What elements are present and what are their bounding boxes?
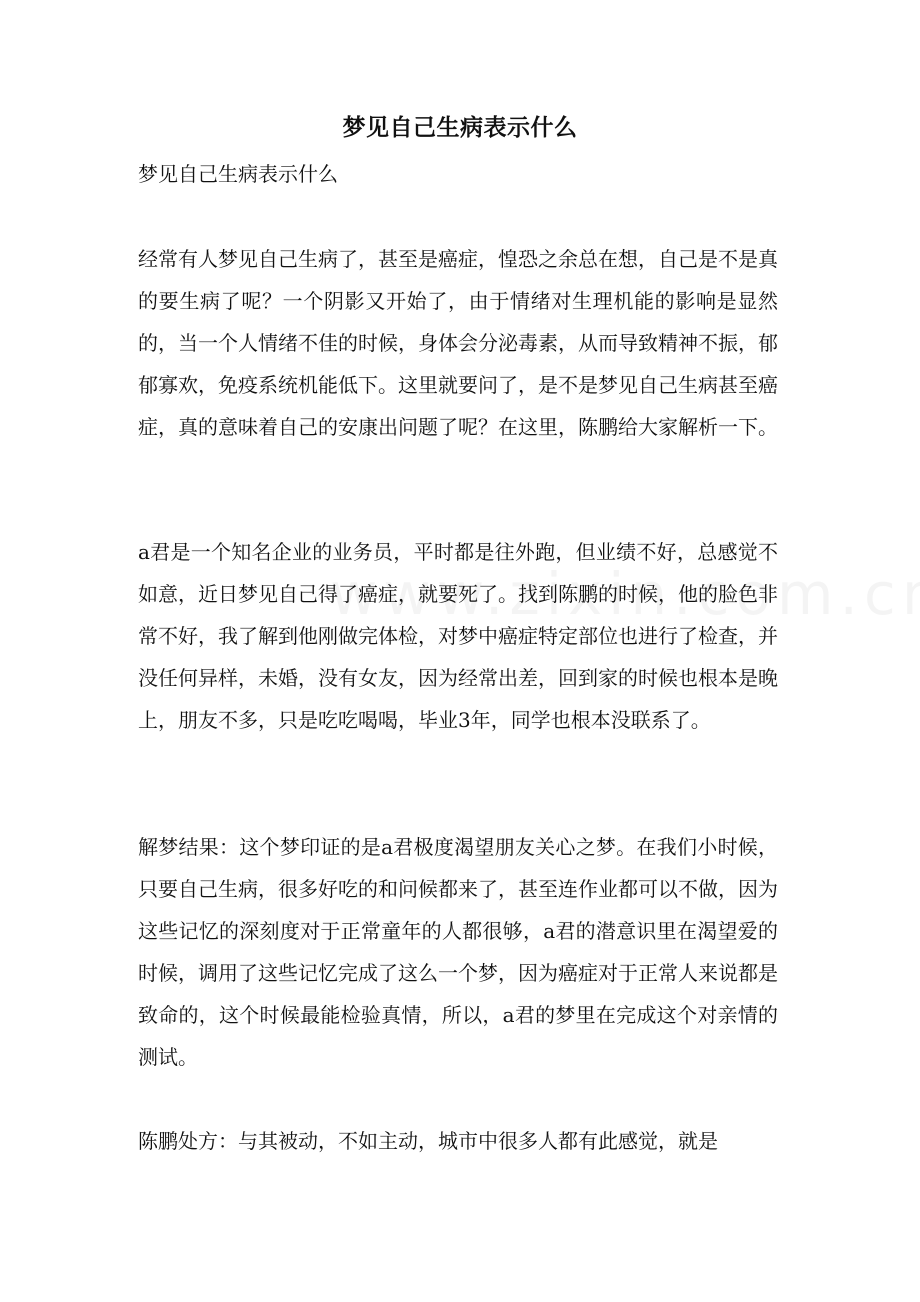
page-subtitle: 梦见自己生病表示什么	[138, 162, 338, 186]
page-title: 梦见自己生病表示什么	[342, 114, 578, 141]
body-paragraph: a君是一个知名企业的业务员，平时都是往外跑，但业绩不好，总感觉不如意，近日梦见自己得了癌症，就要死了。找到陈鹏的时候，他的脸色非常不好，我了解到他刚做完体检，对梦中癌症特定部位也进行了检查，并没任何异样，未婚，没有女友，因为经常出差，回到家的时候也根本是晚上，朋友不多，只是吃吃喝喝，毕业3年，同学也根本没联系了。	[138, 540, 778, 732]
body-paragraph: 解梦结果：这个梦印证的是a君极度渴望朋友关心之梦。在我们小时候，只要自己生病，很多好吃的和问候都来了，甚至连作业都可以不做，因为这些记忆的深刻度对于正常童年的人都很够，a君的潜意识里在渴望爱的时候，调用了这些记忆完成了这么一个梦，因为癌症对于正常人来说都是致命的，这个时候最能检验真情，所以，a君的梦里在完成这个对亲情的测试。	[138, 835, 778, 1069]
body-paragraph: 经常有人梦见自己生病了，甚至是癌症，惶恐之余总在想，自己是不是真的要生病了呢？一个阴影又开始了，由于情绪对生理机能的影响是显然的，当一个人情绪不佳的时候，身体会分泌毒素，从而导致精神不振，郁郁寡欢，免疫系统机能低下。这里就要问了，是不是梦见自己生病甚至癌症，真的意味着自己的安康出问题了呢？在这里，陈鹏给大家解析一下。	[138, 247, 778, 439]
body-paragraph: 陈鹏处方：与其被动，不如主动，城市中很多人都有此感觉，就是	[138, 1129, 718, 1153]
